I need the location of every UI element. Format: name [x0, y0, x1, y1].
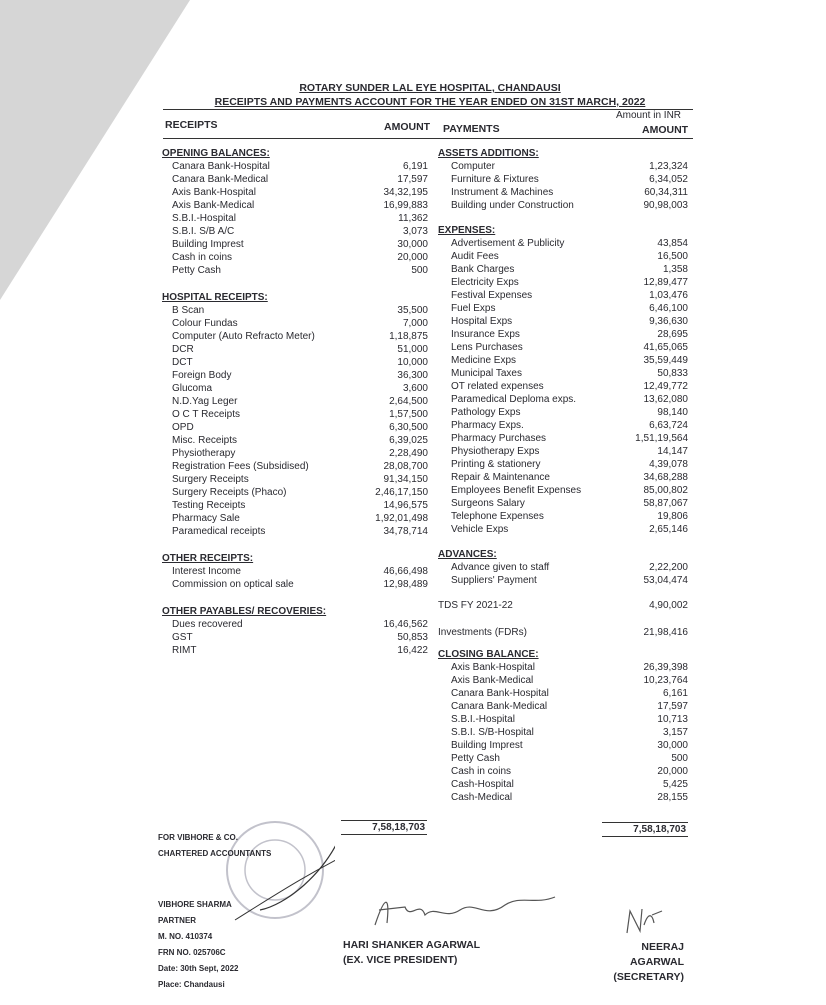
item-label: Printing & stationery [451, 459, 541, 470]
membership-number: M. NO. 410374 [158, 932, 213, 941]
list-item [162, 264, 428, 277]
list-item [162, 395, 428, 408]
list-item [162, 238, 428, 251]
list-item [162, 317, 428, 330]
item-amount: 6,30,500 [389, 422, 428, 433]
list-item [162, 212, 428, 225]
list-item [162, 160, 428, 173]
list-item [438, 765, 688, 778]
list-item [438, 739, 688, 752]
item-amount: 3,600 [402, 383, 428, 394]
item-amount: 17,597 [657, 701, 688, 712]
vp-signature-icon [365, 885, 565, 935]
item-label: Electricity Exps [451, 277, 519, 288]
item-amount: 20,000 [657, 766, 688, 777]
item-label: Advance given to staff [451, 562, 550, 573]
item-label: Suppliers' Payment [451, 575, 537, 586]
advances-heading: ADVANCES: [438, 549, 497, 560]
item-amount: 20,000 [397, 252, 428, 263]
vp-role: (EX. VICE PRESIDENT) [343, 954, 458, 966]
list-item [438, 341, 688, 354]
header-rule-bottom [163, 138, 693, 139]
item-amount: 3,073 [402, 226, 428, 237]
opening-balances-heading: OPENING BALANCES: [162, 148, 270, 159]
item-amount: 4,39,078 [649, 459, 688, 470]
item-amount: 28,08,700 [383, 461, 428, 472]
item-amount: 12,98,489 [383, 579, 428, 590]
item-label: Employees Benefit Expenses [451, 485, 582, 496]
item-label: Canara Bank-Hospital [451, 688, 549, 699]
item-amount: 10,23,764 [643, 675, 688, 686]
item-label: Colour Fundas [172, 318, 238, 329]
item-amount: 4,90,002 [649, 600, 688, 611]
secretary-block [588, 940, 684, 985]
opening-balances-list [162, 160, 428, 277]
payments-total: 7,58,18,703 [602, 822, 688, 837]
item-amount: 34,32,195 [383, 187, 428, 198]
item-amount: 14,96,575 [383, 500, 428, 511]
list-item [162, 225, 428, 238]
item-amount: 1,03,476 [649, 290, 688, 301]
item-label: Canara Bank-Hospital [172, 161, 270, 172]
expenses-list [438, 237, 688, 536]
item-label: Petty Cash [451, 753, 500, 764]
item-amount: 14,147 [657, 446, 688, 457]
item-amount: 50,833 [657, 368, 688, 379]
item-amount: 1,358 [662, 264, 688, 275]
list-item [438, 380, 688, 393]
list-item [438, 263, 688, 276]
list-item [162, 408, 428, 421]
list-item [438, 328, 688, 341]
item-label: Building Imprest [172, 239, 244, 250]
list-item [438, 354, 688, 367]
item-amount: 2,28,490 [389, 448, 428, 459]
expenses-heading: EXPENSES: [438, 225, 496, 236]
list-item [438, 510, 688, 523]
item-amount: 13,62,080 [643, 394, 688, 405]
firm-designation: CHARTERED ACCOUNTANTS [158, 849, 272, 858]
assets-additions-heading: ASSETS ADDITIONS: [438, 148, 539, 159]
item-amount: 2,65,146 [649, 524, 688, 535]
receipts-column [162, 147, 428, 657]
item-label: DCT [172, 357, 193, 368]
item-label: Computer (Auto Refracto Meter) [172, 331, 315, 342]
item-amount: 19,806 [657, 511, 688, 522]
list-item [438, 199, 688, 212]
list-item [162, 356, 428, 369]
item-amount: 6,46,100 [649, 303, 688, 314]
partner-role: PARTNER [158, 916, 197, 925]
item-amount: 1,23,324 [649, 161, 688, 172]
item-amount: 3,157 [662, 727, 688, 738]
item-label: Surgeons Salary [451, 498, 525, 509]
item-label: Cash-Hospital [451, 779, 514, 790]
item-label: OT related expenses [451, 381, 544, 392]
item-label: Lens Purchases [451, 342, 523, 353]
item-label: Repair & Maintenance [451, 472, 550, 483]
item-amount: 12,49,772 [643, 381, 688, 392]
item-label: Registration Fees (Subsidised) [172, 461, 309, 472]
item-label: Computer [451, 161, 495, 172]
list-item [438, 160, 688, 173]
list-item [162, 565, 428, 578]
list-item [438, 432, 688, 445]
list-item [438, 726, 688, 739]
item-amount: 98,140 [657, 407, 688, 418]
item-amount: 11,362 [398, 213, 428, 224]
item-amount: 6,34,052 [649, 174, 688, 185]
list-item [438, 445, 688, 458]
receipts-amount-header: AMOUNT [384, 121, 431, 133]
item-label: Hospital Exps [451, 316, 513, 327]
list-item [438, 276, 688, 289]
item-amount: 21,98,416 [643, 627, 688, 638]
list-item [438, 367, 688, 380]
closing-balance-heading: CLOSING BALANCE: [438, 649, 539, 660]
list-item [438, 315, 688, 328]
item-label: Petty Cash [172, 265, 221, 276]
list-item [162, 447, 428, 460]
list-item [438, 574, 688, 587]
list-item [162, 199, 428, 212]
item-amount: 16,422 [397, 645, 428, 656]
item-amount: 16,46,562 [383, 619, 428, 630]
list-item [438, 393, 688, 406]
item-label: Pharmacy Sale [172, 513, 240, 524]
item-amount: 500 [671, 753, 688, 764]
item-amount: 6,39,025 [389, 435, 428, 446]
item-label: S.B.I.-Hospital [451, 714, 515, 725]
document-title: ROTARY SUNDER LAL EYE HOSPITAL, CHANDAUSI [299, 82, 561, 94]
partner-block [158, 897, 238, 993]
item-label: Building Imprest [451, 740, 523, 751]
item-label: Instrument & Machines [451, 187, 554, 198]
item-amount: 34,78,714 [383, 526, 428, 537]
item-amount: 10,713 [657, 714, 688, 725]
item-label: Physiotherapy [172, 448, 236, 459]
item-label: Dues recovered [172, 619, 243, 630]
item-amount: 28,155 [657, 792, 688, 803]
list-item [438, 471, 688, 484]
item-label: Furniture & Fixtures [451, 174, 539, 185]
item-label: OPD [172, 422, 194, 433]
item-label: Physiotherapy Exps [451, 446, 540, 457]
list-item [438, 419, 688, 432]
investments-row [438, 626, 688, 639]
item-label: O C T Receipts [172, 409, 240, 420]
receipts-total: 7,58,18,703 [341, 820, 427, 835]
list-item [162, 486, 428, 499]
signing-date: Date: 30th Sept, 2022 [158, 964, 239, 973]
item-label: Testing Receipts [172, 500, 246, 511]
amount-in-inr-label: Amount in INR [616, 110, 682, 121]
item-amount: 50,853 [397, 632, 428, 643]
item-amount: 16,99,883 [383, 200, 428, 211]
item-label: Pharmacy Exps. [451, 420, 524, 431]
item-amount: 43,854 [657, 238, 688, 249]
item-amount: 36,300 [397, 370, 428, 381]
list-item [438, 752, 688, 765]
list-item [438, 523, 688, 536]
advances-list [438, 561, 688, 587]
item-amount: 51,000 [397, 344, 428, 355]
item-amount: 91,34,150 [383, 474, 428, 485]
secretary-signature-icon [622, 905, 667, 937]
item-label: Axis Bank-Medical [172, 200, 255, 211]
list-item [438, 561, 688, 574]
item-amount: 28,695 [657, 329, 688, 340]
hospital-receipts-heading: HOSPITAL RECEIPTS: [162, 292, 268, 303]
item-amount: 2,64,500 [389, 396, 428, 407]
item-amount: 6,191 [402, 161, 428, 172]
list-item [438, 302, 688, 315]
item-label: Canara Bank-Medical [172, 174, 269, 185]
item-label: Foreign Body [172, 370, 232, 381]
item-label: Canara Bank-Medical [451, 701, 548, 712]
item-amount: 35,59,449 [643, 355, 688, 366]
item-label: Festival Expenses [451, 290, 533, 301]
list-item [162, 186, 428, 199]
item-label: S.B.I. S/B-Hospital [451, 727, 534, 738]
item-label: Axis Bank-Hospital [451, 662, 535, 673]
item-amount: 1,18,875 [389, 331, 428, 342]
header-rule-top [163, 109, 693, 110]
list-item [162, 512, 428, 525]
auditor-block [158, 830, 271, 862]
list-item [438, 406, 688, 419]
item-label: TDS FY 2021-22 [438, 600, 513, 611]
item-label: DCR [172, 344, 194, 355]
list-item [162, 499, 428, 512]
list-item [162, 434, 428, 447]
item-amount: 1,57,500 [389, 409, 428, 420]
item-label: N.D.Yag Leger [172, 396, 238, 407]
item-amount: 46,66,498 [383, 566, 428, 577]
list-item [162, 644, 428, 657]
item-label: Surgery Receipts [172, 474, 249, 485]
item-label: Cash in coins [451, 766, 512, 777]
payments-header: PAYMENTS [443, 123, 500, 135]
other-receipts-heading: OTHER RECEIPTS: [162, 553, 254, 564]
item-amount: 34,68,288 [643, 472, 688, 483]
list-item [162, 369, 428, 382]
item-amount: 2,22,200 [649, 562, 688, 573]
item-amount: 58,87,067 [643, 498, 688, 509]
item-amount: 53,04,474 [643, 575, 688, 586]
list-item [162, 618, 428, 631]
item-amount: 35,500 [397, 305, 428, 316]
assets-additions-list [438, 160, 688, 212]
item-label: S.B.I. S/B A/C [172, 226, 235, 237]
item-label: Pathology Exps [451, 407, 521, 418]
item-amount: 26,39,398 [643, 662, 688, 673]
item-label: Paramedical Deploma exps. [451, 394, 577, 405]
item-amount: 16,500 [657, 251, 688, 262]
item-label: Insurance Exps [451, 329, 520, 340]
list-item [438, 497, 688, 510]
item-label: RIMT [172, 645, 197, 656]
item-amount: 7,000 [402, 318, 428, 329]
list-item [162, 343, 428, 356]
list-item [438, 289, 688, 302]
other-receipts-list [162, 565, 428, 591]
closing-balance-list [438, 661, 688, 804]
list-item [438, 687, 688, 700]
frn-number: FRN NO. 025706C [158, 948, 226, 957]
item-label: Commission on optical sale [172, 579, 294, 590]
list-item [162, 578, 428, 591]
list-item [438, 458, 688, 471]
item-label: Investments (FDRs) [438, 627, 527, 638]
item-amount: 5,425 [662, 779, 688, 790]
item-label: Telephone Expenses [451, 511, 544, 522]
list-item [438, 778, 688, 791]
item-amount: 9,36,630 [649, 316, 688, 327]
list-item [438, 173, 688, 186]
item-amount: 10,000 [397, 357, 428, 368]
item-amount: 12,89,477 [643, 277, 688, 288]
item-amount: 90,98,003 [643, 200, 688, 211]
other-payables-list [162, 618, 428, 657]
item-label: Audit Fees [451, 251, 499, 262]
list-item [162, 473, 428, 486]
other-payables-heading: OTHER PAYABLES/ RECOVERIES: [162, 606, 327, 617]
item-amount: 500 [411, 265, 428, 276]
item-amount: 6,161 [662, 688, 688, 699]
item-label: Axis Bank-Medical [451, 675, 534, 686]
item-label: Paramedical receipts [172, 526, 266, 537]
list-item [438, 484, 688, 497]
item-label: Pharmacy Purchases [451, 433, 547, 444]
item-label: Fuel Exps [451, 303, 496, 314]
item-label: Vehicle Exps [451, 524, 509, 535]
item-label: Misc. Receipts [172, 435, 238, 446]
item-label: Interest Income [172, 566, 241, 577]
item-label: GST [172, 632, 193, 643]
item-amount: 60,34,311 [644, 187, 688, 198]
item-label: Bank Charges [451, 264, 515, 275]
tds-row [438, 599, 688, 612]
vp-name: HARI SHANKER AGARWAL [343, 939, 481, 951]
item-amount: 85,00,802 [643, 485, 688, 496]
list-item [162, 631, 428, 644]
item-label: Building under Construction [451, 200, 574, 211]
signing-place: Place: Chandausi [158, 980, 225, 989]
list-item [438, 186, 688, 199]
item-label: Municipal Taxes [451, 368, 522, 379]
document-subtitle: RECEIPTS AND PAYMENTS ACCOUNT FOR THE YEAR ENDED ON 31ST MARCH, 2022 [214, 96, 646, 108]
list-item [438, 250, 688, 263]
list-item [438, 237, 688, 250]
item-label: Cash in coins [172, 252, 233, 263]
list-item [162, 330, 428, 343]
list-item [162, 173, 428, 186]
secretary-role: (SECRETARY) [613, 971, 684, 983]
payments-column [438, 147, 688, 804]
item-amount: 1,92,01,498 [375, 513, 428, 524]
secretary-name: NEERAJ AGARWAL [629, 941, 684, 968]
list-item [438, 791, 688, 804]
item-amount: 17,597 [397, 174, 428, 185]
item-label: Glucoma [172, 383, 213, 394]
list-item [438, 700, 688, 713]
item-label: Surgery Receipts (Phaco) [172, 487, 287, 498]
list-item [162, 382, 428, 395]
vp-block [343, 938, 480, 968]
list-item [162, 525, 428, 538]
list-item [162, 304, 428, 317]
receipts-header: RECEIPTS [165, 119, 218, 131]
list-item [162, 251, 428, 264]
item-label: S.B.I.-Hospital [172, 213, 236, 224]
item-amount: 30,000 [657, 740, 688, 751]
item-label: Cash-Medical [451, 792, 513, 803]
item-amount: 2,46,17,150 [375, 487, 428, 498]
item-label: Advertisement & Publicity [451, 238, 565, 249]
list-item [438, 674, 688, 687]
partner-name: VIBHORE SHARMA [158, 900, 232, 909]
item-amount: 41,65,065 [643, 342, 688, 353]
item-amount: 1,51,19,564 [635, 433, 688, 444]
list-item [162, 421, 428, 434]
list-item [162, 460, 428, 473]
item-label: Medicine Exps [451, 355, 517, 366]
firm-name: FOR VIBHORE & CO. [158, 833, 239, 842]
hospital-receipts-list [162, 304, 428, 538]
payments-amount-header: AMOUNT [642, 124, 689, 136]
item-amount: 6,63,724 [649, 420, 688, 431]
item-amount: 30,000 [397, 239, 428, 250]
item-label: Axis Bank-Hospital [172, 187, 256, 198]
list-item [438, 661, 688, 674]
list-item [438, 713, 688, 726]
item-label: B Scan [172, 305, 205, 316]
